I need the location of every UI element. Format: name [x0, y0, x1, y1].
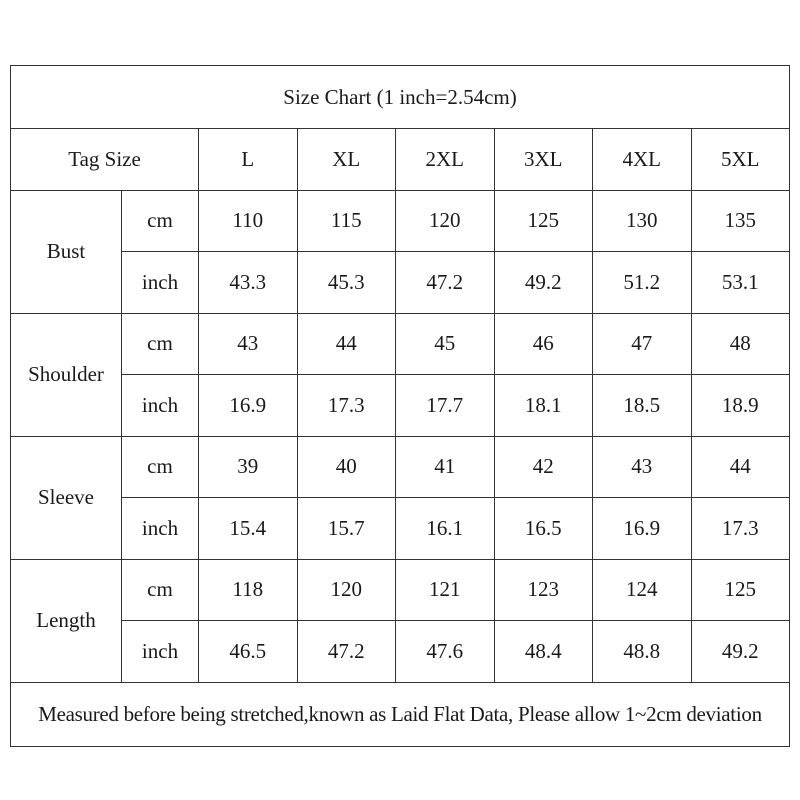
value-cell: 43: [199, 313, 298, 375]
value-cell: 15.4: [199, 498, 298, 560]
value-cell: 41: [396, 436, 495, 498]
value-cell: 18.9: [691, 375, 790, 437]
value-cell: 47: [593, 313, 692, 375]
value-cell: 51.2: [593, 252, 692, 314]
measurement-label: Bust: [11, 190, 122, 313]
measurement-label: Shoulder: [11, 313, 122, 436]
size-chart-table: [10, 65, 790, 747]
value-cell: 115: [297, 190, 396, 252]
value-cell: 53.1: [691, 252, 790, 314]
measurement-row: [11, 559, 790, 621]
size-header-cell: L: [199, 129, 298, 191]
measurement-row: [11, 621, 790, 683]
value-cell: 47.6: [396, 621, 495, 683]
value-cell: 121: [396, 559, 495, 621]
measurement-row: [11, 313, 790, 375]
value-cell: 15.7: [297, 498, 396, 560]
value-cell: 18.5: [593, 375, 692, 437]
measurement-row: [11, 252, 790, 314]
measurement-row: [11, 498, 790, 560]
size-header-cell: XL: [297, 129, 396, 191]
value-cell: 17.7: [396, 375, 495, 437]
value-cell: 125: [691, 559, 790, 621]
size-header-cell: 5XL: [691, 129, 790, 191]
value-cell: 40: [297, 436, 396, 498]
value-cell: 47.2: [396, 252, 495, 314]
value-cell: 124: [593, 559, 692, 621]
value-cell: 17.3: [691, 498, 790, 560]
measurement-row: [11, 436, 790, 498]
footer-row: [11, 682, 790, 746]
unit-label: cm: [122, 436, 199, 498]
value-cell: 16.1: [396, 498, 495, 560]
measurement-label: Length: [11, 559, 122, 682]
value-cell: 44: [691, 436, 790, 498]
size-header-cell: 4XL: [593, 129, 692, 191]
measurement-row: [11, 190, 790, 252]
value-cell: 48.8: [593, 621, 692, 683]
value-cell: 49.2: [691, 621, 790, 683]
value-cell: 45.3: [297, 252, 396, 314]
value-cell: 45: [396, 313, 495, 375]
unit-label: inch: [122, 375, 199, 437]
value-cell: 43.3: [199, 252, 298, 314]
unit-label: inch: [122, 621, 199, 683]
size-header-cell: 2XL: [396, 129, 495, 191]
header-row: [11, 129, 790, 191]
unit-label: cm: [122, 559, 199, 621]
title-row: [11, 66, 790, 129]
unit-label: inch: [122, 252, 199, 314]
value-cell: 49.2: [494, 252, 593, 314]
value-cell: 42: [494, 436, 593, 498]
value-cell: 47.2: [297, 621, 396, 683]
measurement-row: [11, 375, 790, 437]
value-cell: 16.9: [199, 375, 298, 437]
unit-label: cm: [122, 190, 199, 252]
value-cell: 110: [199, 190, 298, 252]
value-cell: 16.5: [494, 498, 593, 560]
value-cell: 48: [691, 313, 790, 375]
value-cell: 44: [297, 313, 396, 375]
value-cell: 43: [593, 436, 692, 498]
value-cell: 120: [396, 190, 495, 252]
value-cell: 18.1: [494, 375, 593, 437]
value-cell: 120: [297, 559, 396, 621]
value-cell: 48.4: [494, 621, 593, 683]
unit-label: cm: [122, 313, 199, 375]
chart-title: Size Chart (1 inch=2.54cm): [11, 66, 790, 129]
size-chart-body: [11, 66, 790, 747]
value-cell: 16.9: [593, 498, 692, 560]
value-cell: 46.5: [199, 621, 298, 683]
value-cell: 46: [494, 313, 593, 375]
value-cell: 125: [494, 190, 593, 252]
unit-label: inch: [122, 498, 199, 560]
footer-note: Measured before being stretched,known as Laid Flat Data, Please allow 1~2cm deviation: [11, 682, 790, 746]
value-cell: 17.3: [297, 375, 396, 437]
value-cell: 39: [199, 436, 298, 498]
size-header-cell: 3XL: [494, 129, 593, 191]
value-cell: 123: [494, 559, 593, 621]
measurement-label: Sleeve: [11, 436, 122, 559]
value-cell: 130: [593, 190, 692, 252]
value-cell: 135: [691, 190, 790, 252]
tag-size-label: Tag Size: [11, 129, 199, 191]
value-cell: 118: [199, 559, 298, 621]
